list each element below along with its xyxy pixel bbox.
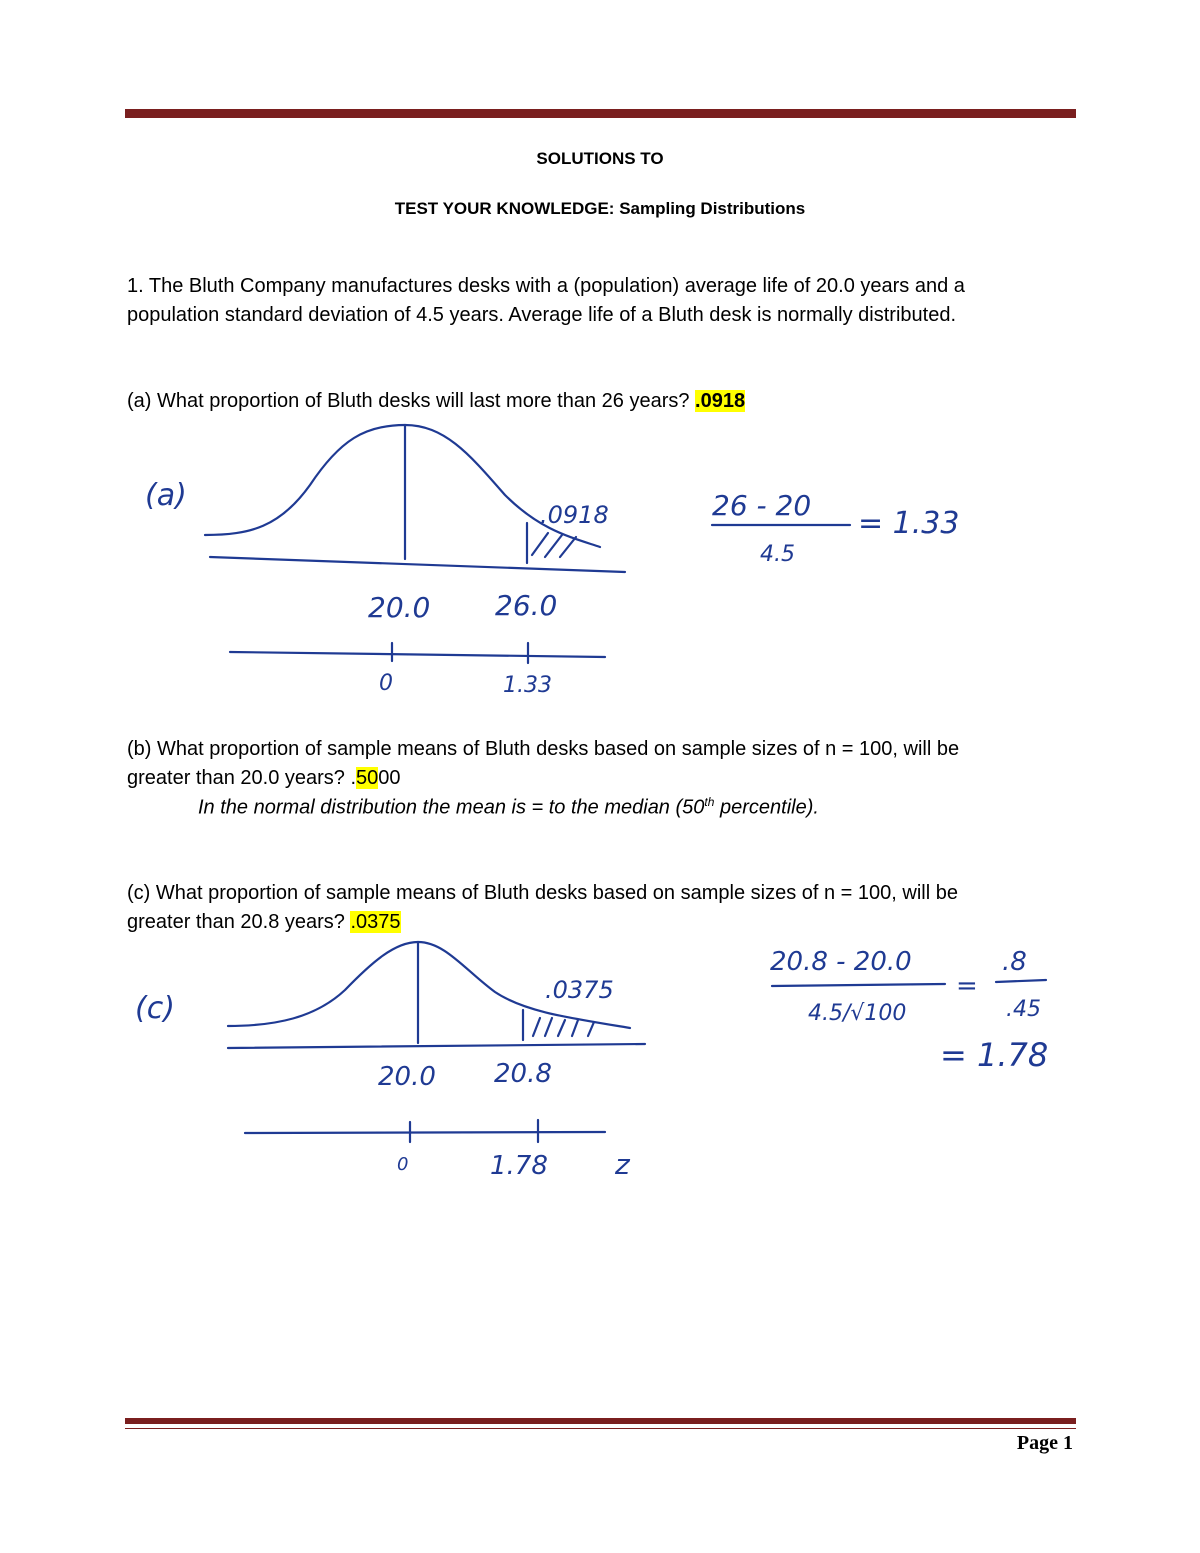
sketch-a-tail-area: .0918 xyxy=(540,501,609,529)
footer-rule-thin xyxy=(125,1428,1076,1429)
sketch-a-z-value: 1.33 xyxy=(503,673,552,698)
question-c xyxy=(127,879,1087,937)
sketch-c-fraction-bar xyxy=(772,984,945,986)
problem-line-1: 1. The Bluth Company manufactures desks with a (population) average life of 20.0 years and a xyxy=(127,275,965,297)
sketch-c-z-axis xyxy=(245,1132,605,1133)
sketch-a-mean-label: 20.0 xyxy=(368,591,431,624)
sketch-c-z-axis-label: z xyxy=(615,1148,630,1181)
sketch-c-denominator: 4.5/√100 xyxy=(808,1001,907,1026)
sketch-c xyxy=(0,930,1200,1190)
sketch-a-numerator: 26 - 20 xyxy=(712,489,812,522)
sketch-c-equals: = xyxy=(956,971,978,1001)
question-c-line-2-text: greater than 20.8 years? xyxy=(127,911,351,933)
sketch-a-label: (a) xyxy=(145,478,187,513)
problem-line-2: population standard deviation of 4.5 years. Average life of a Bluth desk is normally distributed. xyxy=(127,304,957,326)
sketch-c-x-value: 20.8 xyxy=(494,1059,552,1089)
sketch-c-x-axis xyxy=(228,1044,645,1048)
page-number: Page 1 xyxy=(1016,1432,1073,1454)
sketch-c-label: (c) xyxy=(135,991,175,1026)
sketch-a-z-axis xyxy=(230,652,605,657)
sketch-c-fraction2-denominator: .45 xyxy=(1006,997,1041,1022)
question-c-line-1: (c) What proportion of sample means of Bluth desks based on sample sizes of n = 100, will be xyxy=(127,882,958,904)
sketch-c-z-value: 1.78 xyxy=(490,1151,548,1181)
answer-c: .0375 xyxy=(350,911,401,933)
sketch-c-result: = 1.78 xyxy=(940,1036,1049,1074)
page-subheading: TEST YOUR KNOWLEDGE: Sampling Distributions xyxy=(394,199,806,218)
note-b-text-end: percentile). xyxy=(714,796,819,819)
sketch-a xyxy=(0,415,1200,705)
question-a-text: (a) What proportion of Bluth desks will last more than 26 years? xyxy=(127,390,696,412)
sketch-c-mean-label: 20.0 xyxy=(378,1062,436,1092)
sketch-a-x-axis xyxy=(210,557,625,572)
sketch-a-z-zero: 0 xyxy=(379,671,393,696)
question-b-line-2 xyxy=(127,764,1087,793)
sketch-a-result: = 1.33 xyxy=(858,506,960,541)
question-a xyxy=(127,387,1087,416)
answer-a: .0918 xyxy=(695,390,746,412)
note-b-sup: th xyxy=(704,795,715,809)
answer-b-rest: 00 xyxy=(378,767,401,789)
answer-b-highlight: 50 xyxy=(356,767,379,789)
sketch-a-denominator: 4.5 xyxy=(760,542,795,567)
header-rule xyxy=(125,109,1076,118)
note-b xyxy=(198,795,819,820)
sketch-a-x-value: 26.0 xyxy=(495,589,558,622)
question-b-line-2-text: greater than 20.0 years? . xyxy=(127,767,357,789)
sketch-c-tail-area: .0375 xyxy=(545,976,614,1004)
question-b-line-1: (b) What proportion of sample means of Bluth desks based on sample sizes of n = 100, will be xyxy=(127,738,960,760)
sketch-c-z-zero: 0 xyxy=(397,1154,409,1175)
footer-rule xyxy=(125,1418,1076,1424)
question-b xyxy=(127,735,1087,793)
sketch-c-numerator: 20.8 - 20.0 xyxy=(770,947,912,977)
page-heading: SOLUTIONS TO xyxy=(536,149,664,168)
sketch-c-fraction2-numerator: .8 xyxy=(1002,947,1027,977)
sketch-c-fraction2-bar xyxy=(996,980,1046,982)
problem-statement xyxy=(127,272,1087,330)
note-b-text: In the normal distribution the mean is = to the median (50 xyxy=(198,796,705,819)
